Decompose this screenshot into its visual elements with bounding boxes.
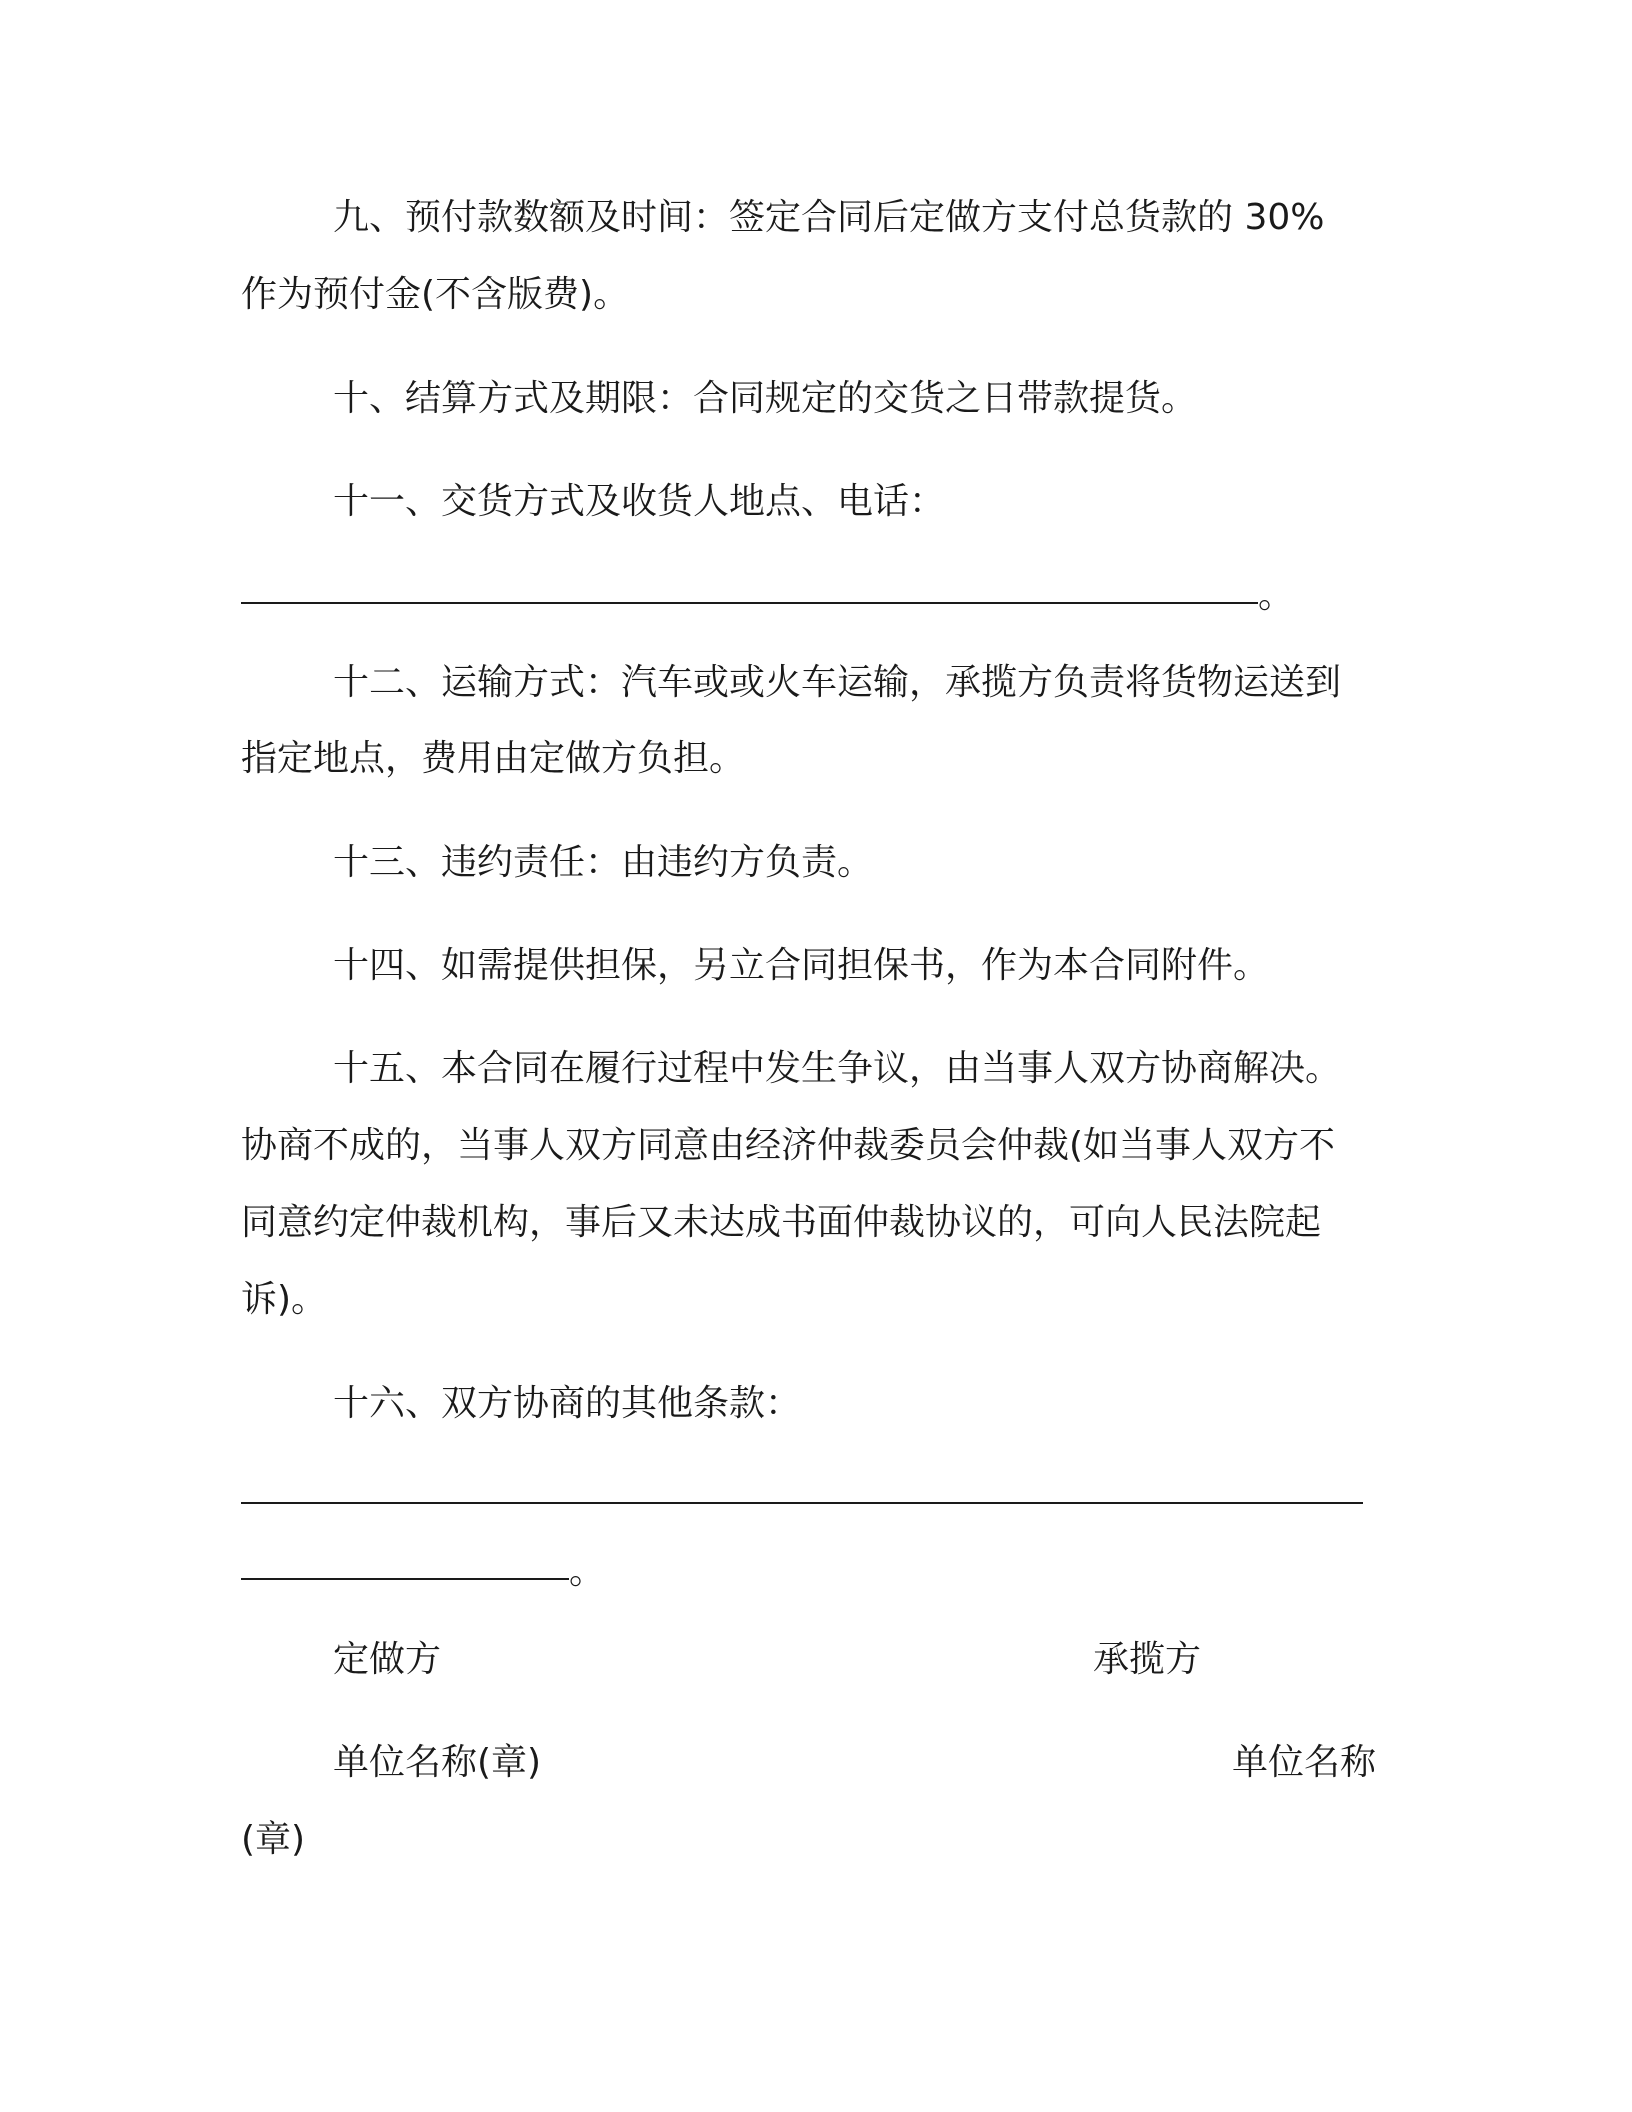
- party-a-label: 定做方: [333, 1639, 442, 1680]
- clause-12-line-1: 十二、运输方式：汽车或或火车运输，承揽方负责将货物运送到: [333, 662, 1342, 703]
- clause-11-fill-blank: [241, 602, 1258, 604]
- clause-15-line-3: 同意约定仲裁机构，事后又未达成书面仲裁协议的，可向人民法院起: [241, 1202, 1322, 1243]
- clause-12-line-2: 指定地点，费用由定做方负担。: [241, 738, 746, 779]
- party-b-label: 承揽方: [1093, 1639, 1202, 1680]
- clause-15-line-2: 协商不成的，当事人双方同意由经济仲裁委员会仲裁(如当事人双方不: [241, 1125, 1336, 1166]
- party-b-unit-seal: (章): [241, 1819, 306, 1860]
- clause-10: 十、结算方式及期限：合同规定的交货之日带款提货。: [333, 378, 1198, 419]
- party-b-unit-name: 单位名称: [1232, 1742, 1377, 1783]
- clause-16-fill-blank-2: [241, 1578, 569, 1580]
- party-a-unit-name: 单位名称(章): [333, 1742, 542, 1783]
- clause-9-line-1: 九、预付款数额及时间：签定合同后定做方支付总货款的 30%: [333, 197, 1325, 238]
- clause-15-line-1: 十五、本合同在履行过程中发生争议，由当事人双方协商解决。: [333, 1048, 1342, 1089]
- clause-9-line-2: 作为预付金(不含版费)。: [241, 274, 630, 315]
- clause-11: 十一、交货方式及收货人地点、电话：: [333, 481, 946, 522]
- clause-11-end-mark: 。: [1258, 575, 1295, 616]
- clause-16-fill-blank-1: [241, 1502, 1363, 1504]
- clause-14: 十四、如需提供担保，另立合同担保书，作为本合同附件。: [333, 945, 1270, 986]
- clause-16: 十六、双方协商的其他条款：: [333, 1383, 802, 1424]
- clause-16-end-mark: 。: [569, 1551, 606, 1592]
- clause-13: 十三、违约责任：由违约方负责。: [333, 842, 874, 883]
- clause-15-line-4: 诉)。: [241, 1279, 328, 1320]
